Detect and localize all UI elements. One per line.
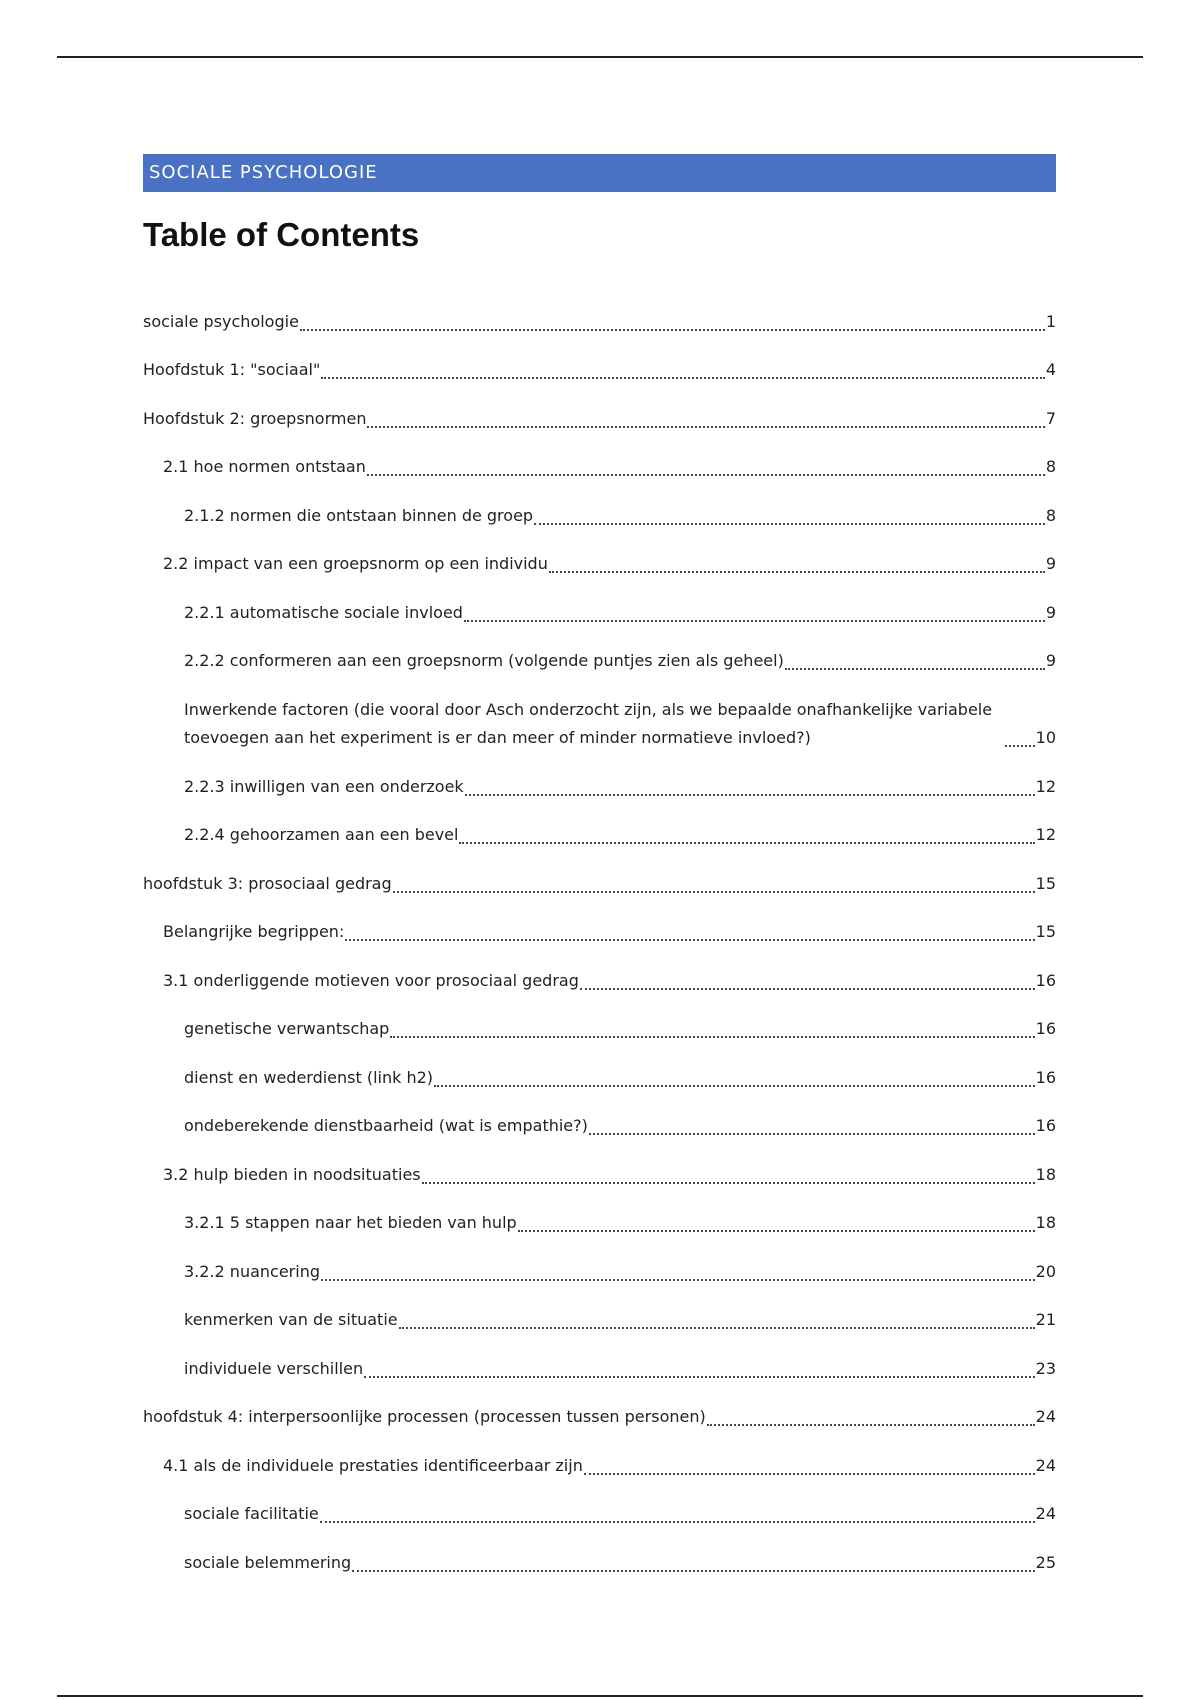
toc-entry-label: hoofdstuk 4: interpersoonlijke processen (processen tussen personen) xyxy=(143,1407,706,1426)
leader-dots xyxy=(364,1354,1035,1378)
leader-dots xyxy=(345,917,1034,941)
toc-entry-page: 18 xyxy=(1035,1164,1056,1184)
leader-dots xyxy=(434,1063,1035,1087)
toc-entry[interactable] xyxy=(143,1237,1056,1286)
toc-entry-label: 4.1 als de individuele prestaties identificeerbaar zijn xyxy=(163,1455,583,1475)
leader-dots xyxy=(321,1257,1035,1281)
toc-entry-page: 9 xyxy=(1045,651,1056,670)
toc-entry-page: 8 xyxy=(1045,457,1056,476)
toc-entry-label: 2.2.2 conformeren aan een groepsnorm (volgende puntjes zien als geheel) xyxy=(184,651,784,670)
leader-dots xyxy=(320,1499,1035,1523)
toc-entry[interactable] xyxy=(143,1092,1056,1141)
toc-entry-label: 2.1 hoe normen ontstaan xyxy=(163,457,366,476)
toc-entry-page: 24 xyxy=(1035,1407,1056,1426)
leader-dots xyxy=(707,1402,1035,1426)
toc-entry-label: 2.2 impact van een groepsnorm op een individu xyxy=(163,554,548,573)
toc-entry[interactable] xyxy=(143,849,1056,898)
toc-entry[interactable] xyxy=(143,1431,1056,1480)
toc-entry-page: 24 xyxy=(1035,1455,1056,1475)
leader-dots xyxy=(549,549,1045,573)
toc-entry-page: 15 xyxy=(1035,922,1056,941)
toc-entry-page: 24 xyxy=(1035,1504,1056,1523)
toc-entry-label: Belangrijke begrippen: xyxy=(163,922,345,941)
leader-dots xyxy=(390,1014,1034,1038)
toc-entry-page: 10 xyxy=(1035,728,1056,747)
leader-dots xyxy=(399,1305,1035,1329)
toc-entry-page: 4 xyxy=(1045,360,1056,379)
toc-entry-label: dienst en wederdienst (link h2) xyxy=(184,1067,434,1087)
leader-dots xyxy=(352,1548,1034,1572)
leader-dots xyxy=(1005,723,1035,747)
leader-dots xyxy=(367,404,1044,428)
toc-entry-page: 21 xyxy=(1035,1310,1056,1329)
leader-dots xyxy=(589,1111,1035,1135)
toc-entry-page: 16 xyxy=(1035,970,1056,990)
toc-entry[interactable] xyxy=(143,995,1056,1044)
toc-entry[interactable] xyxy=(143,898,1056,947)
leader-dots xyxy=(321,355,1045,379)
toc-entry-page: 23 xyxy=(1035,1358,1056,1378)
toc-entry[interactable] xyxy=(143,627,1056,676)
toc-entry[interactable] xyxy=(143,336,1056,385)
toc-entry-label: 3.2.1 5 stappen naar het bieden van hulp xyxy=(184,1213,517,1232)
toc-title: Table of Contents xyxy=(143,216,420,253)
toc-entry-label: 3.2 hulp bieden in noodsituaties xyxy=(163,1164,421,1184)
toc-entry-label: 2.2.3 inwilligen van een onderzoek xyxy=(184,776,464,796)
table-of-contents xyxy=(143,287,1056,1577)
toc-entry[interactable] xyxy=(143,481,1056,530)
toc-entry-label: individuele verschillen xyxy=(184,1358,364,1378)
toc-entry[interactable] xyxy=(143,1334,1056,1383)
toc-entry-label: 2.2.4 gehoorzamen aan een bevel xyxy=(184,825,459,844)
leader-dots xyxy=(584,1451,1035,1475)
toc-entry[interactable] xyxy=(143,675,1056,752)
toc-entry-label: Hoofdstuk 1: "sociaal" xyxy=(143,360,321,379)
toc-entry[interactable] xyxy=(143,433,1056,482)
toc-entry-page: 18 xyxy=(1035,1213,1056,1232)
toc-entry[interactable] xyxy=(143,287,1056,336)
toc-entry-page: 16 xyxy=(1035,1067,1056,1087)
top-rule xyxy=(57,56,1143,58)
toc-entry[interactable] xyxy=(143,801,1056,850)
toc-entry-label: ondeberekende dienstbaarheid (wat is empathie?) xyxy=(184,1116,588,1135)
bottom-rule xyxy=(57,1695,1143,1697)
leader-dots xyxy=(464,598,1045,622)
toc-entry-label: Inwerkende factoren (die vooral door Asch onderzocht zijn, als we bepaalde onafhankelijke variabele toevoegen aan het experiment is er dan meer of minder normatieve invloed?) xyxy=(184,700,993,747)
leader-dots xyxy=(785,646,1045,670)
leader-dots xyxy=(300,307,1045,331)
toc-entry-page: 8 xyxy=(1045,505,1056,525)
toc-entry[interactable] xyxy=(143,578,1056,627)
toc-entry-page: 1 xyxy=(1045,311,1056,331)
toc-entry-page: 16 xyxy=(1035,1019,1056,1038)
toc-entry-page: 12 xyxy=(1035,776,1056,796)
toc-entry-page: 25 xyxy=(1035,1552,1056,1572)
toc-entry-page: 12 xyxy=(1035,825,1056,844)
toc-entry-page: 20 xyxy=(1035,1261,1056,1281)
leader-dots xyxy=(367,452,1045,476)
leader-dots xyxy=(580,966,1035,990)
toc-entry[interactable] xyxy=(143,1383,1056,1432)
toc-entry-label: hoofdstuk 3: prosociaal gedrag xyxy=(143,873,392,893)
toc-entry-page: 9 xyxy=(1045,554,1056,573)
toc-entry-label: Hoofdstuk 2: groepsnormen xyxy=(143,408,367,428)
toc-entry[interactable] xyxy=(143,530,1056,579)
toc-entry-page: 15 xyxy=(1035,873,1056,893)
toc-entry[interactable] xyxy=(143,1286,1056,1335)
toc-entry-page: 16 xyxy=(1035,1116,1056,1135)
toc-entry-label: sociale belemmering xyxy=(184,1552,352,1572)
toc-entry[interactable] xyxy=(143,1189,1056,1238)
toc-entry-label: 2.2.1 automatische sociale invloed xyxy=(184,602,463,622)
toc-entry[interactable] xyxy=(143,1480,1056,1529)
toc-entry-label: sociale psychologie xyxy=(143,311,299,331)
document-banner: SOCIALE PSYCHOLOGIE xyxy=(143,154,1056,192)
leader-dots xyxy=(534,501,1045,525)
toc-entry-page: 9 xyxy=(1045,602,1056,622)
toc-entry[interactable] xyxy=(143,1140,1056,1189)
leader-dots xyxy=(422,1160,1035,1184)
toc-entry-label: 3.1 onderliggende motieven voor prosociaal gedrag xyxy=(163,970,579,990)
leader-dots xyxy=(518,1208,1035,1232)
toc-entry[interactable] xyxy=(143,946,1056,995)
toc-entry-page: 7 xyxy=(1045,408,1056,428)
leader-dots xyxy=(459,820,1034,844)
toc-entry[interactable] xyxy=(143,1043,1056,1092)
toc-entry[interactable] xyxy=(143,1528,1056,1577)
toc-entry-label: genetische verwantschap xyxy=(184,1019,390,1038)
leader-dots xyxy=(393,869,1035,893)
toc-entry-label: kenmerken van de situatie xyxy=(184,1310,398,1329)
toc-entry[interactable] xyxy=(143,752,1056,801)
toc-entry-label: sociale facilitatie xyxy=(184,1504,319,1523)
leader-dots xyxy=(465,772,1035,796)
toc-entry[interactable] xyxy=(143,384,1056,433)
toc-entry-label: 3.2.2 nuancering xyxy=(184,1261,320,1281)
toc-entry-label: 2.1.2 normen die ontstaan binnen de groep xyxy=(184,505,534,525)
